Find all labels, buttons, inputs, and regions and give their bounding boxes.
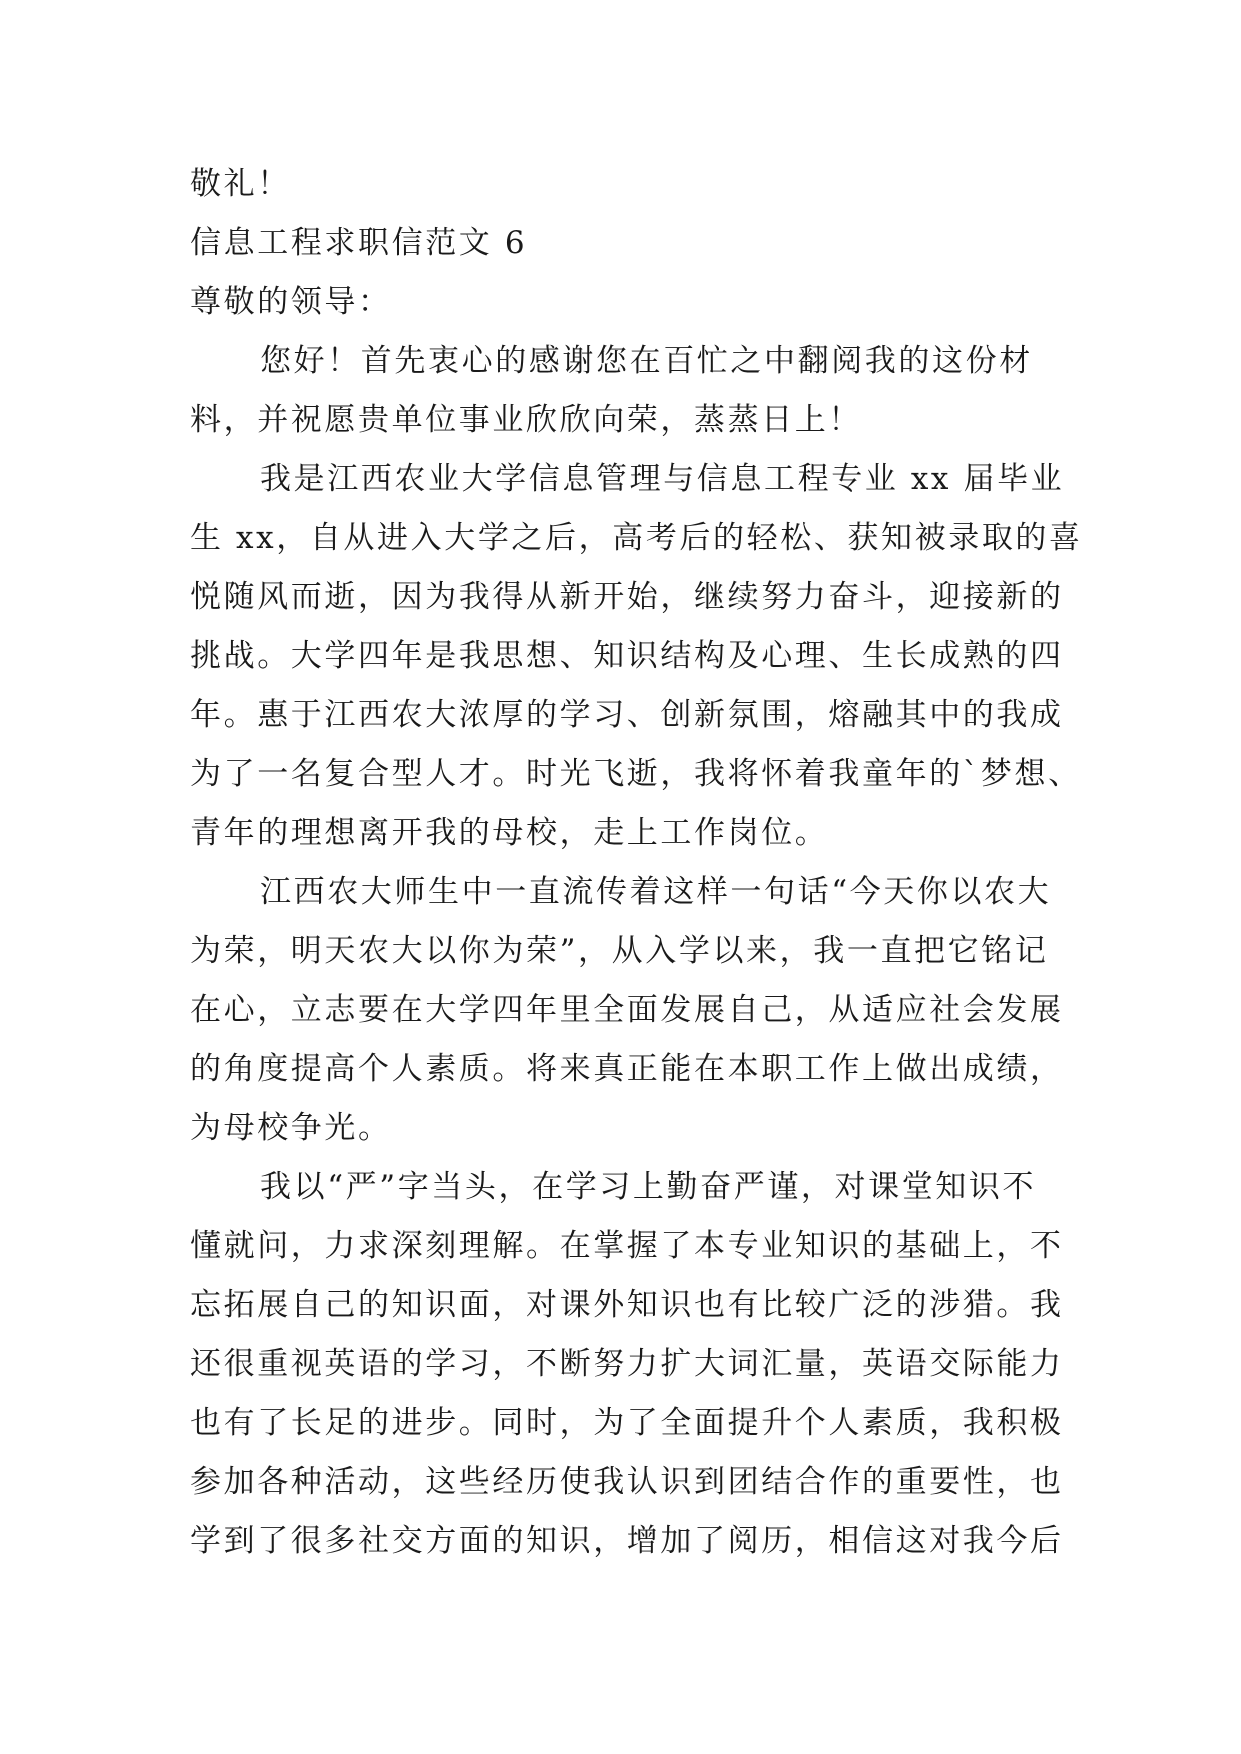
paragraph-line: 我是江西农业大学信息管理与信息工程专业 xx 届毕业 xyxy=(260,461,1065,497)
paragraph-line: 挑战。大学四年是我思想、知识结构及心理、生长成熟的四 xyxy=(190,638,1064,674)
document-body xyxy=(190,155,1083,1571)
paragraph-line: 为荣，明天农大以你为荣”，从入学以来，我一直把它铭记 xyxy=(190,933,1049,969)
closing-line: 敬礼！ xyxy=(190,166,291,202)
paragraph-line: 年。惠于江西农大浓厚的学习、创新氛围，熔融其中的我成 xyxy=(190,697,1064,733)
paragraph-line: 也有了长足的进步。同时，为了全面提升个人素质，我积极 xyxy=(190,1405,1064,1441)
paragraph-line: 在心，立志要在大学四年里全面发展自己，从适应社会发展 xyxy=(190,992,1064,1028)
paragraph-line: 悦随风而逝，因为我得从新开始，继续努力奋斗，迎接新的 xyxy=(190,579,1064,615)
paragraph xyxy=(190,332,1050,450)
paragraph xyxy=(190,450,1083,863)
paragraph xyxy=(190,1158,1064,1571)
paragraph xyxy=(190,863,1064,1158)
paragraph-line: 忘拓展自己的知识面，对课外知识也有比较广泛的涉猎。我 xyxy=(190,1287,1064,1323)
document-heading: 信息工程求职信范文 6 xyxy=(190,225,528,261)
paragraph-line: 参加各种活动，这些经历使我认识到团结合作的重要性，也 xyxy=(190,1464,1064,1500)
paragraph-line: 的角度提高个人素质。将来真正能在本职工作上做出成绩， xyxy=(190,1051,1064,1087)
paragraph-line: 料，并祝愿贵单位事业欣欣向荣，蒸蒸日上！ xyxy=(190,402,862,438)
paragraph-line: 学到了很多社交方面的知识，增加了阅历，相信这对我今后 xyxy=(190,1523,1064,1559)
paragraph-line: 还很重视英语的学习，不断努力扩大词汇量，英语交际能力 xyxy=(190,1346,1064,1382)
paragraph-line: 青年的理想离开我的母校，走上工作岗位。 xyxy=(190,815,829,851)
paragraph-line: 您好！首先衷心的感谢您在百忙之中翻阅我的这份材 xyxy=(260,343,1033,379)
paragraph-line: 生 xx，自从进入大学之后，高考后的轻松、获知被录取的喜 xyxy=(190,520,1083,556)
paragraph-line: 江西农大师生中一直流传着这样一句话“今天你以农大 xyxy=(260,874,1052,910)
paragraph-line: 为母校争光。 xyxy=(190,1110,392,1146)
paragraph-line: 为了一名复合型人才。时光飞逝，我将怀着我童年的`梦想、 xyxy=(190,756,1082,792)
salutation-line: 尊敬的领导： xyxy=(190,284,392,320)
paragraph-line: 懂就问，力求深刻理解。在掌握了本专业知识的基础上，不 xyxy=(190,1228,1064,1264)
paragraph-line: 我以“严”字当头，在学习上勤奋严谨，对课堂知识不 xyxy=(260,1169,1037,1205)
